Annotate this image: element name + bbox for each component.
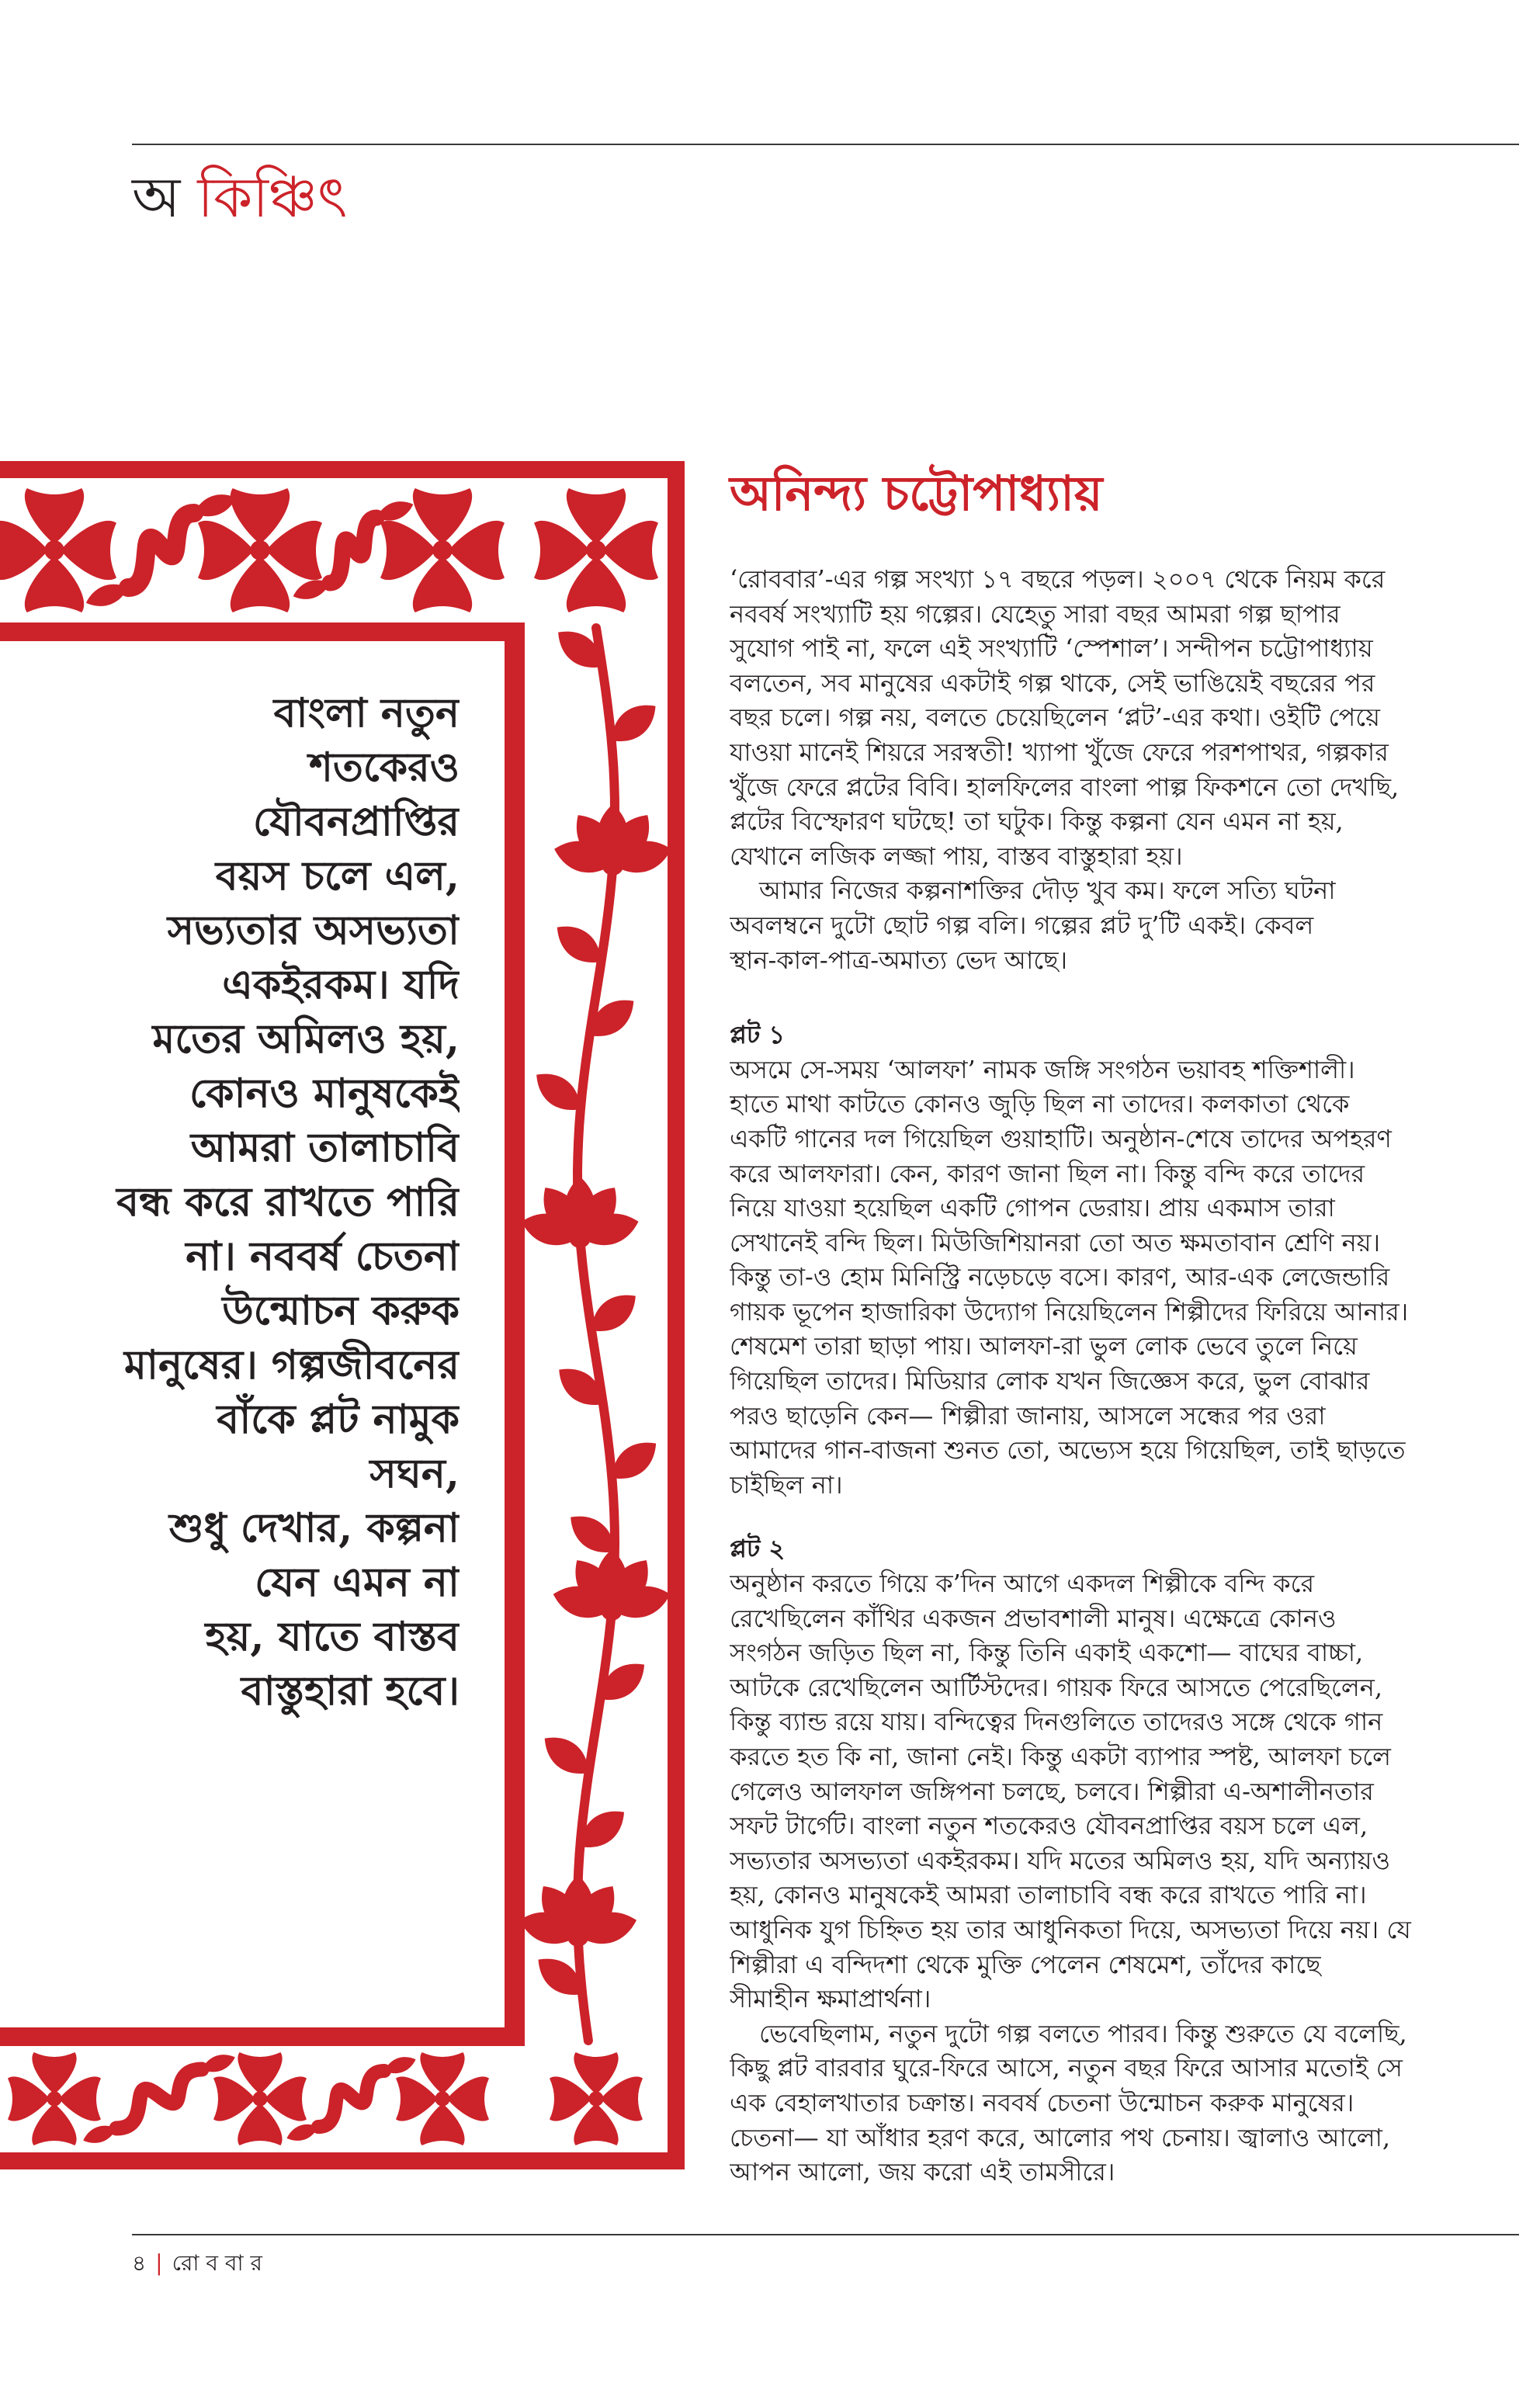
text-line: আমার নিজের কল্পনাশক্তির দৌড় খুব কম। ফলে সত্যি ঘটনা: [759, 876, 1336, 906]
page-number: ৪: [132, 2250, 147, 2276]
text-line: একটি গানের দল গিয়েছিল গুয়াহাটি। অনুষ্ঠান-শেষে তাদের অপহরণ: [730, 1123, 1392, 1153]
text-line: আধুনিক যুগ চিহ্নিত হয় তার আধুনিকতা দিয়ে, অসভ্যতা দিয়ে নয়। যে: [730, 1914, 1411, 1944]
text-line: পরও ছাড়েনি কেন— শিল্পীরা জানায়, আসলে সন্ধের পর ওরা: [730, 1400, 1326, 1431]
text-line: চাইছিল না।: [730, 1469, 843, 1500]
text-line: নিয়ে যাওয়া হয়েছিল একটি গোপন ডেরায়। প্রায় একমাস তারা: [730, 1193, 1335, 1223]
author-name: অনিন্দ্য চট্টোপাধ্যায়: [730, 465, 1103, 522]
section-header: [132, 160, 347, 234]
pull-quote-line: হয়, যাতে বাস্তব: [205, 1613, 460, 1660]
pull-quote-line: শুধু দেখার, কল্পনা: [168, 1504, 460, 1552]
lotus-base: [567, 1925, 589, 1947]
article-paragraph: [730, 873, 1413, 977]
plot-heading: প্লট ২: [730, 1534, 786, 1564]
lotus-base: [569, 1226, 591, 1248]
text-line: সেখানেই বন্দি ছিল। মিউজিশিয়ানরা তো অত ক্ষমতাবান শ্রেণি নয়।: [730, 1227, 1381, 1257]
lotus-base: [601, 1599, 623, 1621]
text-line: আমাদের গান-বাজনা শুনত তো, অভ্যেস হয়ে গিয়েছিল, তাই ছাড়তে: [730, 1435, 1406, 1465]
article-paragraph: [730, 2017, 1413, 2190]
text-line: খুঁজে ফেরে প্লটের বিবি। হালফিলের বাংলা পাল্প ফিকশনে তো দেখছি,: [730, 772, 1400, 802]
text-line: এক বেহালখাতার চক্রান্ত। নববর্ষ চেতনা উন্মোচন করুক মানুষের।: [730, 2087, 1354, 2117]
text-line: নববর্ষ সংখ্যাটি হয় গল্পের। যেহেতু সারা বছর আমরা গল্প ছাপার: [730, 598, 1341, 629]
text-line: বছর চলে। গল্প নয়, বলতে চেয়েছিলেন ‘প্লট’-এর কথা। ওইটি পেয়ে: [730, 702, 1380, 733]
flower-center: [588, 2091, 603, 2106]
text-line: হাতে মাথা কাটতে কোনও জুড়ি ছিল না তাদের। কলকাতা থেকে: [730, 1089, 1350, 1119]
article-paragraph: [730, 1053, 1413, 1503]
text-line: হয়, কোনও মানুষকেই আমরা তালাচাবি বন্ধ করে রাখতে পারি না।: [730, 1880, 1367, 1910]
section-title: কিঞ্চিৎ: [197, 165, 348, 230]
text-line: রেখেছিলেন কাঁথির একজন প্রভাবশালী মানুষ। এক্ষেত্রে কোনও: [730, 1603, 1337, 1633]
pull-quote-line: আমরা তালাচাবি: [190, 1124, 460, 1171]
pull-quote-line: যৌবনপ্রাপ্তির: [252, 798, 460, 845]
article-section: [730, 1531, 1413, 2189]
text-line: বলতেন, সব মানুষের একটাই গল্প থাকে, সেই ভাঙিয়েই বছরের পর: [730, 668, 1375, 698]
text-line: সীমাহীন ক্ষমাপ্রার্থনা।: [730, 1984, 931, 2014]
text-line: করতে হত কি না, জানা নেই। কিন্তু একটা ব্যাপার স্পষ্ট, আলফা চলে: [730, 1742, 1392, 1771]
plot-heading: প্লট ১: [730, 1020, 786, 1050]
section-prefix: অ: [132, 165, 181, 230]
pull-quote-line: উন্মোচন করুক: [222, 1287, 460, 1334]
pull-quote-line: কোনও মানুষকেই: [189, 1070, 460, 1117]
page-footer: [132, 2248, 262, 2279]
pull-quote-line: একইরকম। যদি: [222, 961, 460, 1008]
pull-quote-line: বাঁকে প্লট নামুক: [217, 1396, 460, 1443]
text-line: সফট টার্গেট। বাংলা নতুন শতকেরও যৌবনপ্রাপ্তির বয়স চলে এল,: [730, 1811, 1368, 1841]
flower-center: [44, 540, 64, 560]
text-line: আটকে রেখেছিলেন আর্টিস্টদের। গায়ক ফিরে আসতে পেরেছিলেন,: [730, 1672, 1383, 1702]
text-line: প্লটের বিস্ফোরণ ঘটছে! তা ঘটুক। কিন্তু কল্পনা যেন এমন না হয়,: [730, 806, 1344, 837]
text-line: অবলম্বনে দুটো ছোট গল্প বলি। গল্পের প্লট দু’টি একই। কেবল: [730, 910, 1314, 940]
pull-quote-line: সভ্যতার অসভ্যতা: [167, 907, 460, 954]
article-paragraph: [730, 562, 1413, 873]
flower-center: [432, 540, 453, 560]
text-line: শিল্পীরা এ বন্দিদশা থেকে মুক্তি পেলেন শেষমেশ, তাঁদের কাছে: [730, 1949, 1321, 1979]
lotus-base: [602, 854, 623, 876]
text-line: যাওয়া মানেই শিয়রে সরস্বতী! খ্যাপা খুঁজে ফেরে পরশপাথর, গল্পকার: [730, 737, 1389, 767]
text-line: করে আলফারা। কেন, কারণ জানা ছিল না। কিন্তু বন্দি করে তাদের: [730, 1158, 1365, 1188]
pull-quote-line: না। নববর্ষ চেতনা: [186, 1233, 460, 1280]
text-line: অনুষ্ঠান করতে গিয়ে ক’দিন আগে একদল শিল্পীকে বন্দি করে: [730, 1569, 1315, 1599]
footer-separator: |: [155, 2250, 163, 2276]
article-body: [730, 562, 1413, 2190]
text-line: যেখানে লজিক লজ্জা পায়, বাস্তব বাস্তুহারা হয়।: [730, 841, 1183, 871]
article-section: [730, 562, 1413, 977]
text-line: সুযোগ পাই না, ফলে এই সংখ্যাটি ‘স্পেশাল’। সন্দীপন চট্টোপাধ্যায়: [730, 633, 1373, 664]
text-line: চেতনা— যা আঁধার হরণ করে, আলোর পথ চেনায়। জ্বালাও আলো,: [730, 2122, 1391, 2152]
magazine-name: রো ব বা র: [172, 2250, 262, 2276]
flower-center: [586, 540, 606, 560]
pull-quote-line: যেন এমন না: [255, 1559, 460, 1606]
pull-quote-line: মানুষের। গল্পজীবনের: [124, 1341, 460, 1389]
text-line: আপন আলো, জয় করো এই তামসীরে।: [730, 2157, 1115, 2187]
text-line: গেলেও আলফাল জঙ্গিপনা চলছে, চলবে। শিল্পীরা এ-অশালীনতার: [730, 1776, 1374, 1806]
text-line: কিন্তু তা-ও হোম মিনিস্ট্রি নড়েচড়ে বসে। কারণ, আর-এক লেজেন্ডারি: [730, 1262, 1390, 1292]
pull-quote-line: বাস্তুহারা হবে।: [241, 1667, 460, 1715]
pull-quote-line: বন্ধ করে রাখতে পারি: [116, 1178, 460, 1226]
pull-quote-line: সঘন,: [369, 1450, 460, 1497]
text-line: সংগঠন জড়িত ছিল না, কিন্তু তিনি একাই একশো— বাঘের বাচ্চা,: [730, 1638, 1364, 1668]
text-line: শেষমেশ তারা ছাড়া পায়। আলফা-রা ভুল লোক ভেবে তুলে নিয়ে: [730, 1331, 1358, 1361]
text-line: গায়ক ভূপেন হাজারিকা উদ্যোগ নিয়েছিলেন শিল্পীদের ফিরিয়ে আনার।: [730, 1296, 1409, 1327]
text-line: কিছু প্লট বারবার ঘুরে-ফিরে আসে, নতুন বছর ফিরে আসার মতোই সে: [730, 2053, 1403, 2083]
pull-quote-line: বাংলা নতুন: [273, 689, 460, 737]
text-line: অসমে সে-সময় ‘আলফা’ নামক জঙ্গি সংগঠন ভয়াবহ শক্তিশালী।: [730, 1054, 1355, 1084]
flower-center: [250, 540, 270, 560]
article-paragraph: [730, 1566, 1413, 2017]
text-line: সভ্যতার অসভ্যতা একইরকম। যদি মতের অমিলও হয়, যদি অন্যায়ও: [730, 1845, 1391, 1875]
text-line: স্থান-কাল-পাত্র-অমাত্য ভেদ আছে।: [730, 945, 1068, 975]
text-line: ‘রোববার’-এর গল্প সংখ্যা ১৭ বছরে পড়ল। ২০০৭ থেকে নিয়ম করে: [730, 564, 1386, 594]
flower-center: [47, 2091, 61, 2106]
pull-quote-line: বয়স চলে এল,: [215, 852, 460, 900]
flower-center: [252, 2091, 267, 2106]
pull-quote-line: শতকেরও: [309, 744, 460, 791]
footer-rule: [132, 2234, 1519, 2235]
text-line: ভেবেছিলাম, নতুন দুটো গল্প বলতে পারব। কিন্তু শুরুতে যে বলেছি,: [759, 2018, 1407, 2048]
flower-center: [435, 2091, 449, 2106]
pull-quote-line: মতের অমিলও হয়,: [152, 1015, 460, 1063]
text-line: গিয়েছিল তাদের। মিডিয়ার লোক যখন জিজ্ঞেস করে, ভুল বোঝার: [730, 1366, 1370, 1396]
article-section: [730, 1018, 1413, 1502]
pull-quote: [47, 686, 460, 1718]
text-line: কিন্তু ব্যান্ড রয়ে যায়। বন্দিত্বের দিনগুলিতে তাদেরও সঙ্গে থেকে গান: [730, 1707, 1383, 1737]
header-rule: [132, 144, 1519, 145]
